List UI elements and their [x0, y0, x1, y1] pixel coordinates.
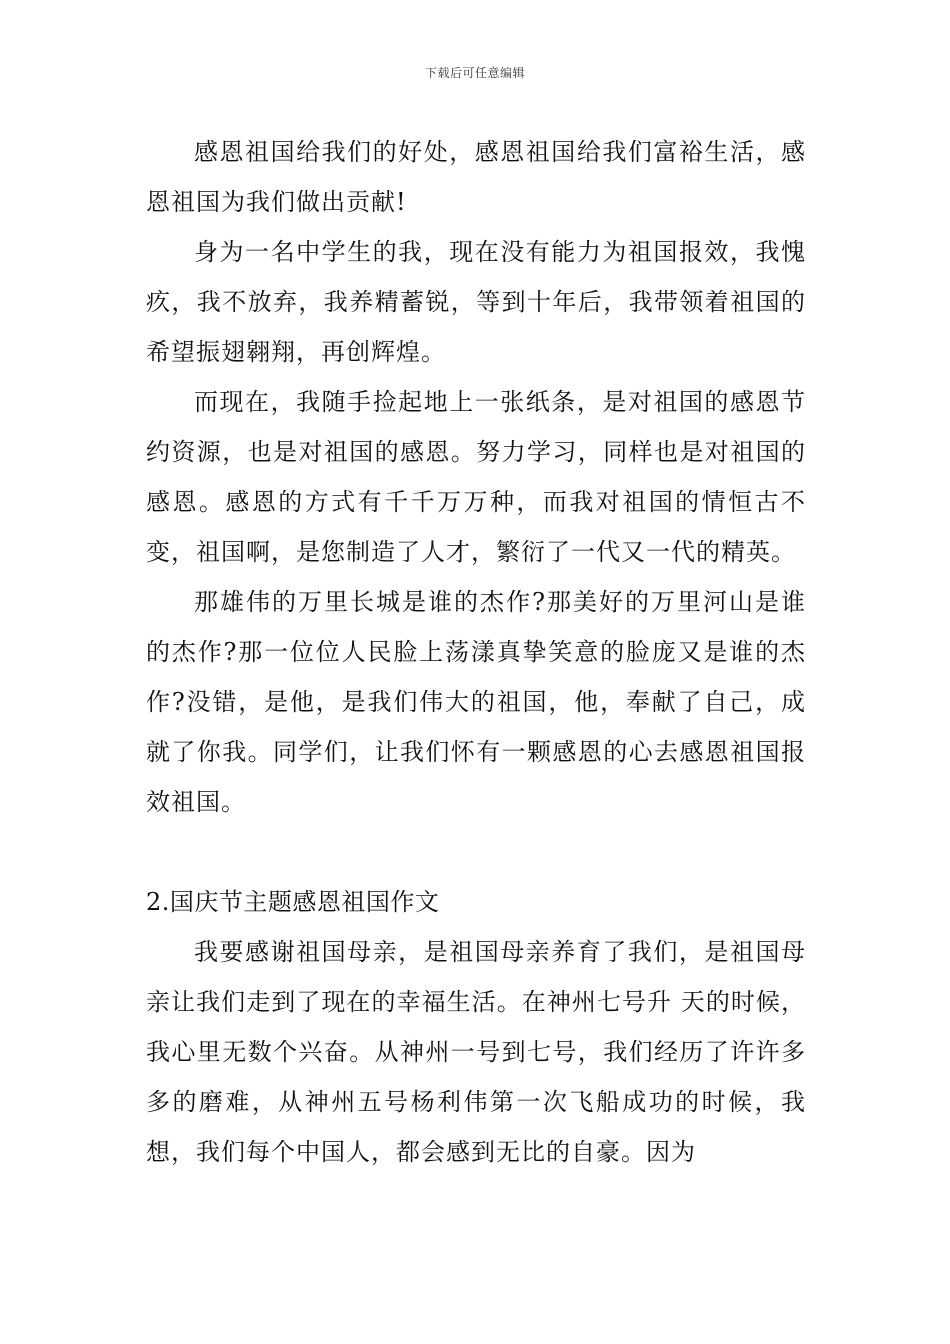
section-heading: 2.国庆节主题感恩祖国作文	[146, 888, 440, 916]
section-spacer	[146, 827, 806, 877]
paragraph-4: 那雄伟的万里长城是谁的杰作?那美好的万里河山是谁的杰作?那一位位人民脸上荡漾真挚笑意的脸庞又是谁的杰作?没错，是他，是我们伟大的祖国，他，奉献了自己，成就了你我。同学们，让我们怀有一颗感恩的心去感恩祖国报效祖国。	[146, 588, 806, 816]
paragraph-3: 而现在，我随手捡起地上一张纸条，是对祖国的感恩节约资源，也是对祖国的感恩。努力学习，同样也是对祖国的感恩。感恩的方式有千千万万种，而我对祖国的情恒古不变，祖国啊，是您制造了人才，繁衍了一代又一代的精英。	[146, 388, 806, 566]
section-paragraph-1: 我要感谢祖国母亲，是祖国母亲养育了我们，是祖国母亲让我们走到了现在的幸福生活。在神州七号升 天的时候，我心里无数个兴奋。从神州一号到七号，我们经历了许许多多的磨难，从神州五号杨利伟第一次飞船成功的时候，我想，我们每个中国人，都会感到无比的自豪。因为	[146, 938, 806, 1166]
paragraph-1: 感恩祖国给我们的好处，感恩祖国给我们富裕生活，感恩祖国为我们做出贡献!	[146, 138, 806, 216]
document-body	[146, 127, 806, 1177]
paragraph-2: 身为一名中学生的我，现在没有能力为祖国报效，我愧疚，我不放弃，我养精蓄锐，等到十年后，我带领着祖国的希望振翅翱翔，再创辉煌。	[146, 238, 806, 366]
page-header-note: 下载后可任意编辑	[424, 66, 525, 80]
